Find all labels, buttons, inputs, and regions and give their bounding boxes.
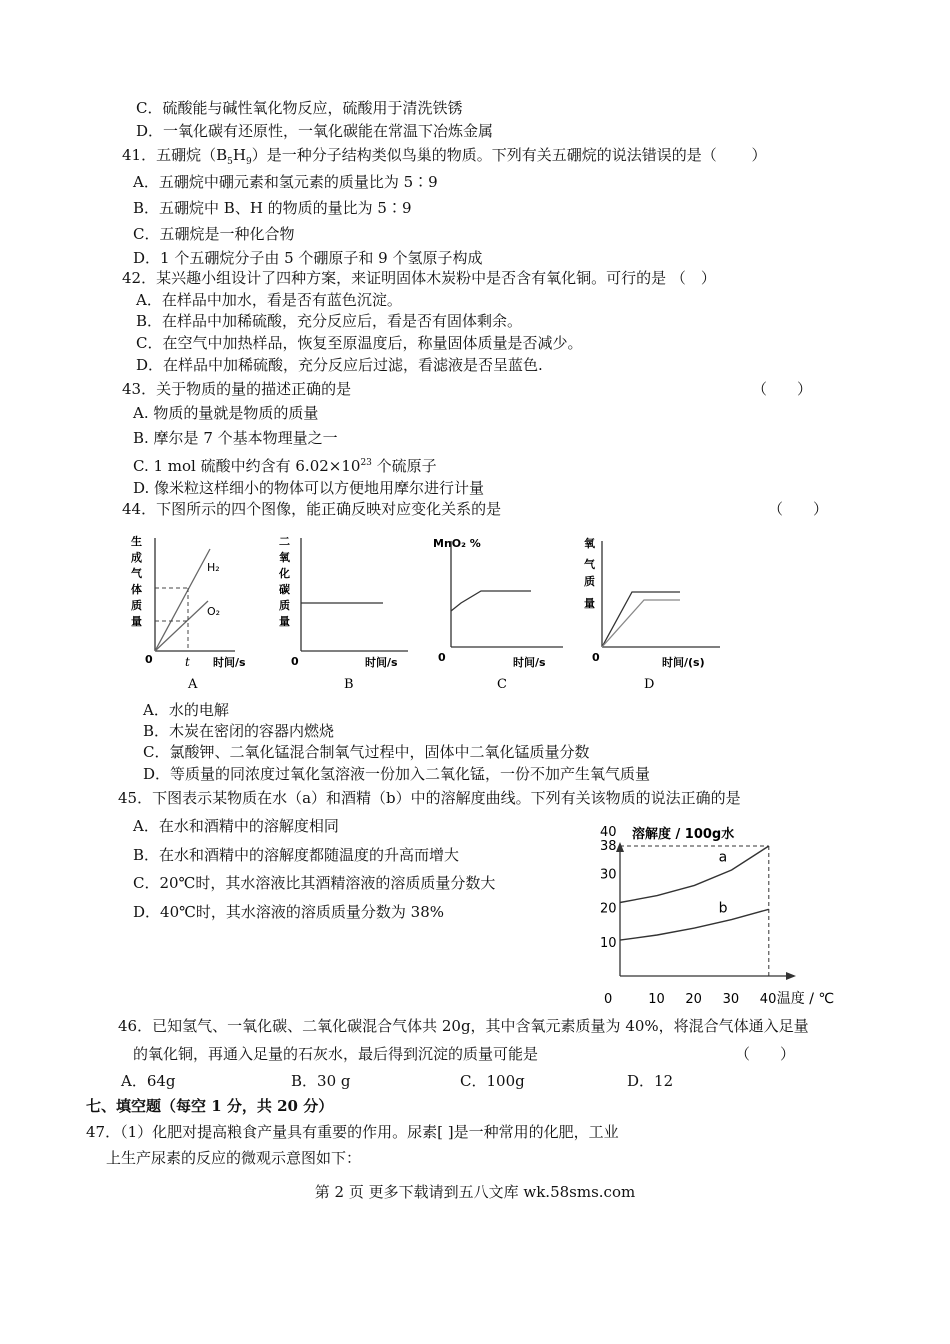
chart-series-b-curve bbox=[620, 909, 769, 940]
q46-option-b: B．30 g bbox=[291, 1072, 351, 1090]
q44-option-c: C．氯酸钾、二氧化锰混合制氧气过程中，固体中二氧化锰质量分数 bbox=[143, 743, 590, 761]
chart-y-tick-label: 30 bbox=[600, 867, 617, 883]
q41-option-c: C．五硼烷是一种化合物 bbox=[133, 225, 295, 243]
q44-option-b: B．木炭在密闭的容器内燃烧 bbox=[143, 722, 335, 740]
graph-b-ylabel-char: 碳 bbox=[279, 583, 290, 596]
q41-option-d: D．1 个五硼烷分子由 5 个硼原子和 9 个氢原子构成 bbox=[133, 249, 483, 267]
q41-stem-part: H bbox=[232, 146, 246, 164]
graph-c-line bbox=[451, 591, 531, 611]
graph-d-origin: 0 bbox=[592, 651, 600, 664]
q43-option-c-part: C. 1 mol 硫酸中约含有 6.02×10 bbox=[133, 457, 361, 475]
chart-x-tick-label: 0 bbox=[604, 992, 613, 1007]
graph-a-ylabel-char: 质 bbox=[131, 599, 142, 612]
graph-a-t-label: t bbox=[185, 655, 190, 669]
q45-stem: 45．下图表示某物质在水（a）和酒精（b）中的溶解度曲线。下列有关该物质的说法正确的是 bbox=[118, 789, 741, 807]
q45-option-b: B．在水和酒精中的溶解度都随温度的升高而增大 bbox=[133, 846, 460, 864]
q47-line2: 上生产尿素的反应的微观示意图如下： bbox=[106, 1149, 362, 1167]
q41-sub-9: 9 bbox=[245, 157, 252, 167]
graph-c-ylabel: MnO₂ % bbox=[433, 537, 481, 550]
graph-d-ylabel-char: 氧 bbox=[584, 537, 595, 550]
q44-option-a: A．水的电解 bbox=[143, 701, 229, 719]
graph-b-ylabel-char: 氧 bbox=[279, 551, 290, 564]
graph-d-xlabel: 时间/(s) bbox=[662, 656, 705, 669]
q42-option-d: D．在样品中加稀硫酸，充分反应后过滤，看滤液是否呈蓝色. bbox=[136, 356, 543, 374]
chart-x-tick-label: 30 bbox=[722, 992, 740, 1007]
graph-b-origin: 0 bbox=[291, 655, 299, 668]
q42-option-b: B．在样品中加稀硫酸，充分反应后，看是否有固体剩余。 bbox=[136, 312, 523, 330]
graph-b-ylabel-char: 化 bbox=[279, 567, 290, 580]
q45-option-c: C．20℃时，其水溶液比其酒精溶液的溶质质量分数大 bbox=[133, 874, 496, 892]
graph-a-h2-label: H₂ bbox=[207, 561, 220, 574]
graph-a bbox=[125, 533, 246, 693]
q46-option-a: A．64g bbox=[121, 1072, 176, 1090]
chart-series-b-label: b bbox=[718, 900, 728, 917]
graph-b-xlabel: 时间/s bbox=[365, 656, 398, 669]
chart-title: 溶解度 / 100g水 bbox=[632, 827, 735, 842]
graph-c-caption: C bbox=[497, 677, 507, 692]
chart-x-tick-label: 40 bbox=[759, 992, 777, 1007]
graph-a-ylabel-char: 体 bbox=[131, 583, 142, 596]
graph-a-ylabel-char: 成 bbox=[131, 551, 142, 564]
q41-stem-part: ）是一种分子结构类似鸟巢的物质。下列有关五硼烷的说法错误的是（ ） bbox=[251, 146, 767, 164]
graph-a-o2-label: O₂ bbox=[207, 605, 221, 618]
graph-a-origin: 0 bbox=[145, 653, 153, 666]
chart-y-tick-label: 40 bbox=[600, 825, 617, 841]
q43-option-a: A. 物质的量就是物质的质量 bbox=[133, 404, 319, 422]
graph-b-ylabel-char: 二 bbox=[279, 535, 290, 548]
q41-stem bbox=[122, 145, 766, 172]
q44-option-d: D．等质量的同浓度过氧化氢溶液一份加入二氧化锰，一份不加产生氧气质量 bbox=[143, 765, 651, 783]
chart-x-axis-arrow bbox=[786, 972, 796, 980]
chart-series-a-curve bbox=[620, 846, 769, 903]
q44-stem: 44．下图所示的四个图像，能正确反映对应变化关系的是 bbox=[122, 500, 502, 518]
graph-d-caption: D bbox=[644, 677, 655, 692]
q41-sub-5: 5 bbox=[227, 157, 233, 167]
q40-option-c: C．硫酸能与碱性氧化物反应，硫酸用于清洗铁锈 bbox=[136, 99, 463, 117]
q41-option-b: B．五硼烷中 B、H 的物质的量比为 5∶9 bbox=[133, 199, 412, 217]
q46-option-c: C．100g bbox=[460, 1072, 525, 1090]
q43-option-c bbox=[133, 453, 437, 476]
q43-answer-paren: （ ） bbox=[752, 380, 813, 398]
q42-option-c: C．在空气中加热样品，恢复至原温度后，称量固体质量是否减少。 bbox=[136, 334, 583, 352]
q43-option-b: B. 摩尔是 7 个基本物理量之一 bbox=[133, 429, 338, 447]
q43-option-d: D. 像米粒这样细小的物体可以方便地用摩尔进行计量 bbox=[133, 479, 485, 497]
q43-option-c-exponent: 23 bbox=[360, 458, 372, 468]
graph-a-ylabel-char: 量 bbox=[131, 615, 142, 628]
graph-b-ylabel-char: 量 bbox=[279, 615, 290, 628]
q46-answer-paren: （ ） bbox=[735, 1045, 796, 1063]
graph-b-ylabel-char: 质 bbox=[279, 599, 290, 612]
graph-d bbox=[580, 533, 730, 693]
graph-a-caption: A bbox=[188, 677, 198, 692]
graph-a-xlabel: 时间/s bbox=[213, 656, 246, 669]
graph-d-ylabel-char: 质 bbox=[584, 575, 595, 588]
chart-series-a-label: a bbox=[718, 849, 728, 866]
graph-a-ylabel-char: 生 bbox=[131, 535, 142, 548]
chart-y-tick-label: 38 bbox=[600, 839, 617, 855]
graph-d-ylabel-char: 量 bbox=[584, 597, 595, 610]
graph-c-xlabel: 时间/s bbox=[513, 656, 546, 669]
chart-y-axis-arrow bbox=[616, 842, 624, 852]
q45-option-a: A．在水和酒精中的溶解度相同 bbox=[133, 817, 339, 835]
q45-option-d: D．40℃时，其水溶液的溶质质量分数为 38% bbox=[133, 903, 445, 921]
q42-option-a: A．在样品中加水，看是否有蓝色沉淀。 bbox=[136, 291, 402, 309]
chart-y-tick-label: 10 bbox=[600, 935, 617, 951]
graph-b bbox=[273, 533, 413, 693]
q40-option-d: D．一氧化碳有还原性，一氧化碳能在常温下冶炼金属 bbox=[136, 122, 494, 140]
graph-c-origin: 0 bbox=[438, 651, 446, 664]
graph-a-h2-line bbox=[155, 549, 210, 651]
chart-x-tick-label: 20 bbox=[685, 992, 702, 1007]
q46-stem-line2: 的氧化铜，再通入足量的石灰水，最后得到沉淀的质量可能是 bbox=[133, 1045, 539, 1063]
graph-d-ylabel-char: 气 bbox=[584, 558, 595, 571]
graph-d-line-no-catalyst bbox=[602, 600, 680, 647]
chart-xlabel: 温度 / ℃ bbox=[776, 991, 835, 1007]
graph-a-o2-line bbox=[155, 601, 208, 651]
q43-stem: 43．关于物质的量的描述正确的是 bbox=[122, 380, 352, 398]
q41-option-a: A．五硼烷中硼元素和氢元素的质量比为 5∶9 bbox=[133, 173, 438, 191]
q41-stem-part: 41．五硼烷（B bbox=[122, 146, 228, 164]
q47-line1: 47．（1）化肥对提高粮食产量具有重要的作用。尿素[ ]是一种常用的化肥，工业 bbox=[86, 1123, 619, 1141]
graph-c bbox=[433, 533, 568, 693]
q46-option-d: D．12 bbox=[627, 1072, 674, 1090]
solubility-chart bbox=[594, 822, 835, 1007]
page-footer: 第 2 页 更多下载请到五八文库 wk.58sms.com bbox=[314, 1183, 636, 1201]
chart-y-tick-label: 20 bbox=[600, 901, 617, 917]
chart-x-tick-label: 10 bbox=[648, 992, 665, 1007]
q42-stem: 42．某兴趣小组设计了四种方案，来证明固体木炭粉中是否含有氧化铜。可行的是 （ ） bbox=[122, 269, 716, 287]
q44-answer-paren: （ ） bbox=[768, 500, 829, 518]
section-7-title: 七、填空题（每空 1 分，共 20 分） bbox=[86, 1097, 334, 1115]
q43-option-c-part: 个硫原子 bbox=[371, 457, 437, 475]
q46-stem-line1: 46．已知氢气、一氧化碳、二氧化碳混合气体共 20g，其中含氧元素质量为 40%，将混合气体通入足量 bbox=[118, 1017, 809, 1035]
graph-b-caption: B bbox=[344, 677, 354, 692]
graph-a-ylabel-char: 气 bbox=[131, 567, 142, 580]
